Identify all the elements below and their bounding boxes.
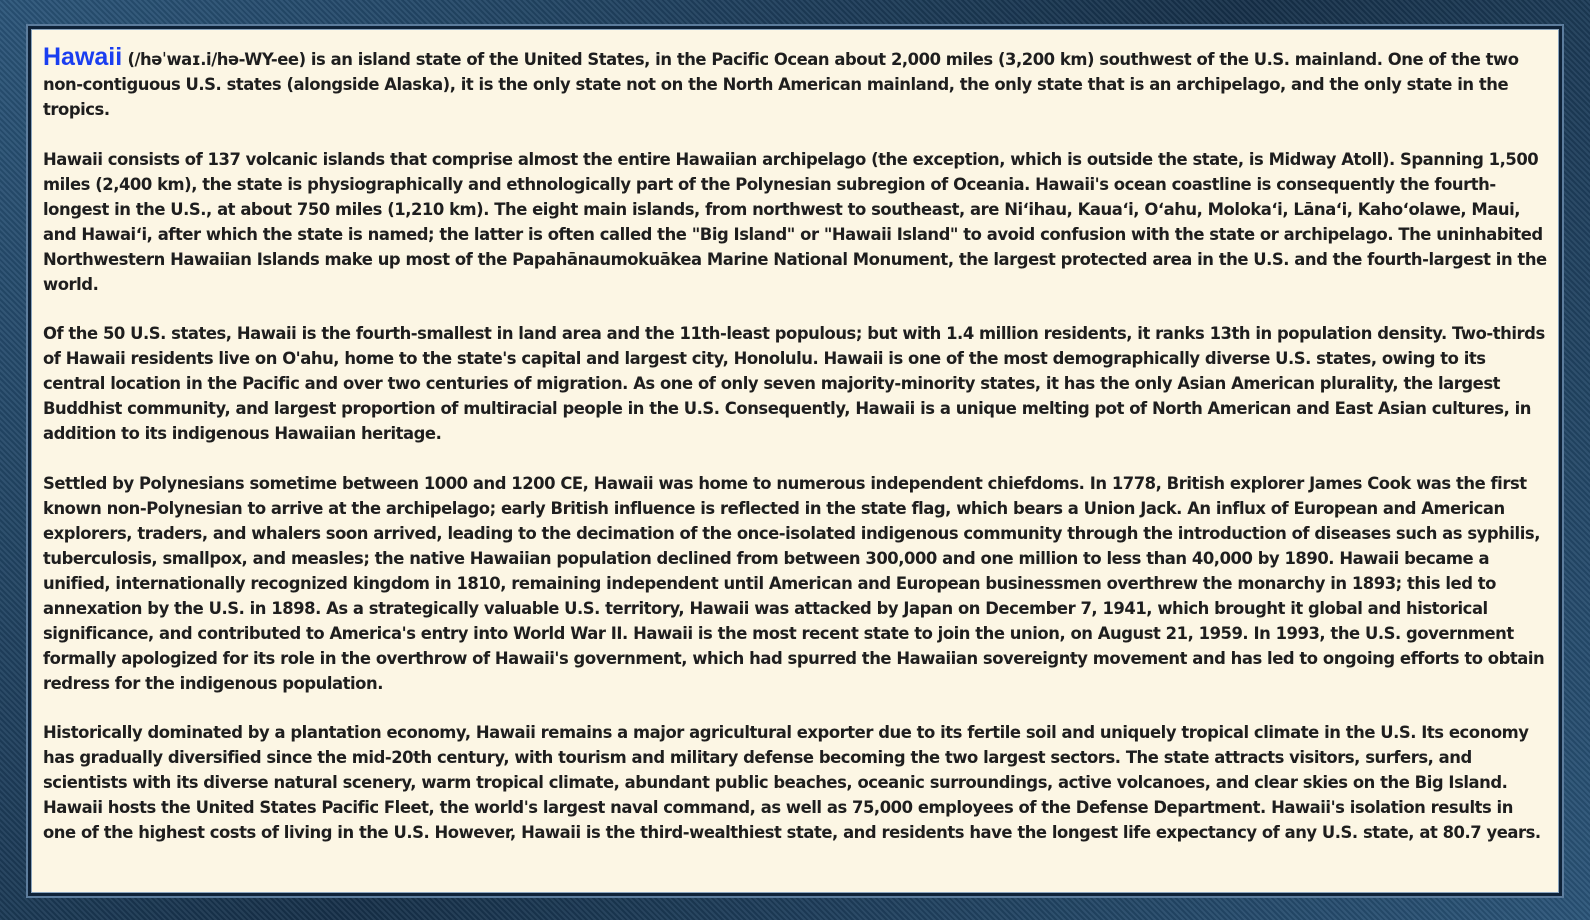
paragraph-history: Settled by Polynesians sometime between 1000 and 1200 CE, Hawaii was home to numerous independent chiefdoms. In 1778, British explorer James Cook was the first known non-Polynesian to arrive at the archipelago; early British influence is reflected in the state flag, which bears a Union Jack. An influx of European and American explorers, traders, and whalers soon arrived, leading to the decimation of the once-isolated indigenous community through the introduction of diseases such as syphilis, tuberculosis, smallpox, and measles; the native Hawaiian population declined from between 300,000 and one million to less than 40,000 by 1890. Hawaii became a unified, internationally recognized kingdom in 1810, remaining independent until American and European businessmen overthrew the monarchy in 1893; this led to annexation by the U.S. in 1898. As a strategically valuable U.S. territory, Hawaii was attacked by Japan on December 7, 1941, which brought it global and historical significance, and contributed to America's entry into World War II. Hawaii is the most recent state to join the union, on August 21, 1959. In 1993, the U.S. government formally apologized for its role in the overthrow of Hawaii's government, which had spurred the Hawaiian sovereignty movement and has led to ongoing efforts to obtain redress for the indigenous population. [43, 473, 1545, 693]
paragraph-economy: Historically dominated by a plantation economy, Hawaii remains a major agricultural exporter due to its fertile soil and uniquely tropical climate in the U.S. Its economy has gradually diversified since the mid-20th century, with tourism and military defense becoming the two largest sectors. The state attracts visitors, surfers, and scientists with its diverse natural scenery, warm tropical climate, abundant public beaches, oceanic surroundings, active volcanoes, and clear skies on the Big Island. Hawaii hosts the United States Pacific Fleet, the world's largest naval command, as well as 75,000 employees of the Defense Department. Hawaii's isolation results in one of the highest costs of living in the U.S. However, Hawaii is the third-wealthiest state, and residents have the longest life expectancy of any U.S. state, at 80.7 years. [43, 723, 1541, 842]
paragraph-geography: Hawaii consists of 137 volcanic islands that comprise almost the entire Hawaiian archipelago (the exception, which is outside the state, is Midway Atoll). Spanning 1,500 miles (2,400 km), the state is physiographically and ethnologically part of the Polynesian subregion of Oceania. Hawaii's ocean coastline is consequently the fourth-longest in the U.S., at about 750 miles (1,210 km). The eight main islands, from northwest to southeast, are Niʻihau, Kauaʻi, Oʻahu, Molokaʻi, Lānaʻi, Kahoʻolawe, Maui, and Hawaiʻi, after which the state is named; the latter is often called the "Big Island" or "Hawaii Island" to avoid confusion with the state or archipelago. The uninhabited Northwestern Hawaiian Islands make up most of the Papahānaumokuākea Marine National Monument, the largest protected area in the U.S. and the fourth-largest in the world. [43, 149, 1547, 294]
paragraph-intro-text: (/həˈwaɪ.i/hə-WY-ee) is an island state of the United States, in the Pacific Ocean about 2,000 miles (3,200 km) southwest of the U.S. mainland. One of the two non-contiguous U.S. states (alongside Alaska), it is the only state not on the North American mainland, the only state that is an archipelago, and the only state in the tropics. [43, 50, 1519, 119]
article-panel [28, 26, 1562, 896]
paragraph-demographics: Of the 50 U.S. states, Hawaii is the fourth-smallest in land area and the 11th-least populous; but with 1.4 million residents, it ranks 13th in population density. Two-thirds of Hawaii residents live on O'ahu, home to the state's capital and largest city, Honolulu. Hawaii is one of the most demographically diverse U.S. states, owing to its central location in the Pacific and over two centuries of migration. As one of only seven majority-minority states, it has the only Asian American plurality, the largest Buddhist community, and largest proportion of multiracial people in the U.S. Consequently, Hawaii is a unique melting pot of North American and East Asian cultures, in addition to its indigenous Hawaiian heritage. [43, 324, 1545, 443]
paragraph-intro [43, 45, 1547, 122]
article-title: Hawaii [43, 43, 123, 71]
